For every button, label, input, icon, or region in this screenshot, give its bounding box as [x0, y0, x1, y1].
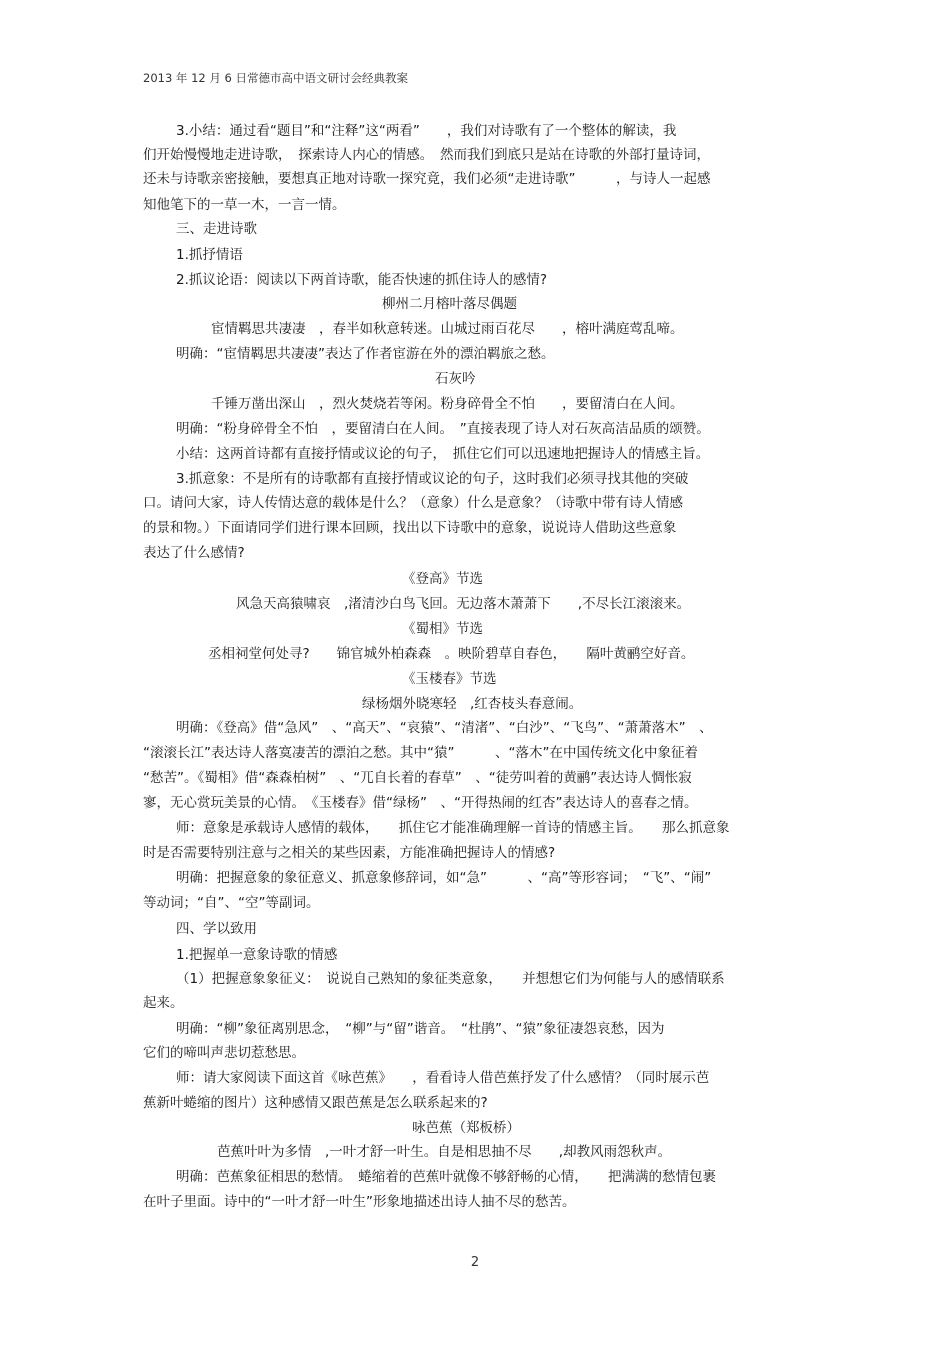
page-number: 2 [470, 1255, 480, 1270]
poem-title: 《登高》节选 [402, 571, 483, 587]
text-line: 它们的啼叫声悲切惹愁思。 [143, 1045, 305, 1061]
text-line: 口。请问大家，诗人传情达意的载体是什么？（意象）什么是意象？（诗歌中带有诗人情感 [143, 495, 683, 511]
text-line: 明确：《登高》借“急风” 、“高天”、“哀猿”、“清渚”、“白沙”、“飞鸟”、“萧萧落木” 、 [176, 720, 713, 736]
text-line: 表达了什么感情? [143, 545, 245, 561]
poem-line: 绿杨烟外晓寒轻 ,红杏枝头春意闹。 [362, 696, 583, 712]
text-line: 明确：“柳”象征离别思念， “柳”与“留”谐音。 “杜鹃”、“猿”象征凄怨哀愁，因为 [176, 1021, 665, 1037]
poem-line: 丞相祠堂何处寻? 锦官城外柏森森 。映阶碧草自春色， 隔叶黄鹂空好音。 [208, 646, 695, 662]
subheading: 1.抓抒情语 [176, 247, 243, 263]
text-line: 明确：“粉身碎骨全不怕 ，要留清白在人间。 ”直接表现了诗人对石灰高洁品质的颂赞。 [176, 421, 710, 437]
page-header: 2013 年 12 月 6 日常德市高中语文研讨会经典教案 [143, 71, 408, 85]
text-line: 3.抓意象：不是所有的诗歌都有直接抒情或议论的句子，这时我们必须寻找其他的突破 [176, 471, 689, 487]
text-line: 还未与诗歌亲密接触，要想真正地对诗歌一探究竟，我们必须“走进诗歌” ，与诗人一起感 [143, 171, 711, 187]
text-line: 起来。 [143, 995, 184, 1011]
text-line: 知他笔下的一草一木，一言一情。 [143, 197, 346, 213]
poem-title: 《蜀相》节选 [402, 621, 483, 637]
poem-title: 柳州二月榕叶落尽偶题 [382, 296, 517, 312]
text-line: （1）把握意象象征义： 说说自己熟知的象征类意象， 并想想它们为何能与人的感情联系 [176, 971, 725, 987]
subheading: 1.把握单一意象诗歌的情感 [176, 947, 338, 963]
poem-line: 芭蕉叶叶为多情 ,一叶才舒一叶生。自是相思抽不尽 ,却教风雨怨秋声。 [217, 1144, 672, 1160]
text-line: 时是否需要特别注意与之相关的某些因素，方能准确把握诗人的情感? [143, 845, 556, 861]
poem-line: 千锤万凿出深山 ，烈火焚烧若等闲。粉身碎骨全不怕 ，要留清白在人间。 [211, 396, 684, 412]
text-line: 蕉新叶蜷缩的图片）这种感情又跟芭蕉是怎么联系起来的? [143, 1095, 488, 1111]
text-line: 们开始慢慢地走进诗歌， 探索诗人内心的情感。 然而我们到底只是站在诗歌的外部打量诗词， [143, 147, 710, 163]
section-heading: 三、走进诗歌 [176, 221, 257, 237]
text-line: “愁苦”。《蜀相》借“森森柏树” 、“兀自长着的春草” 、“徒劳叫着的黄鹂”表达诗人惆怅寂 [143, 770, 692, 786]
poem-title: 咏芭蕉（郑板桥） [412, 1120, 520, 1136]
poem-line: 宦情羁思共凄凄 ，春半如秋意转迷。山城过雨百花尽 ，榕叶满庭莺乱啼。 [211, 321, 684, 337]
text-line: 明确：芭蕉象征相思的愁情。 蜷缩着的芭蕉叶就像不够舒畅的心情， 把满满的愁情包裹 [176, 1169, 716, 1185]
poem-title: 《玉楼春》节选 [402, 671, 497, 687]
text-line: “滚滚长江”表达诗人落寞凄苦的漂泊之愁。其中“猿” 、“落木”在中国传统文化中象征着 [143, 745, 698, 761]
poem-line: 风急天高猿啸哀 ,渚清沙白鸟飞回。无边落木萧萧下 ,不尽长江滚滚来。 [236, 596, 691, 612]
text-line: 寥，无心赏玩美景的心情。 《玉楼春》借“绿杨” 、“开得热闹的红杏”表达诗人的喜春之情。 [143, 795, 698, 811]
poem-title: 石灰吟 [435, 371, 476, 387]
text-line: 师：意象是承载诗人感情的载体， 抓住它才能准确理解一首诗的情感主旨。 那么抓意象 [176, 820, 730, 836]
text-line: 师：请大家阅读下面这首《咏芭蕉》 ，看看诗人借芭蕉抒发了什么感情？（同时展示芭 [176, 1070, 710, 1086]
text-line: 的景和物。）下面请同学们进行课本回顾，找出以下诗歌中的意象，说说诗人借助这些意象 [143, 520, 677, 536]
text-line: 明确：把握意象的象征意义、抓意象修辞词，如“急” 、“高”等形容词； “飞”、“闹” [176, 870, 712, 886]
text-line: 3.小结：通过看“题目”和“注释”这“两看” ，我们对诗歌有了一个整体的解读，我 [176, 123, 677, 139]
text-line: 等动词；“自”、“空”等副词。 [143, 895, 320, 911]
text-line: 明确：“宦情羁思共凄凄”表达了作者宦游在外的漂泊羁旅之愁。 [176, 346, 555, 362]
text-line: 在叶子里面。诗中的“一叶才舒一叶生”形象地描述出诗人抽不尽的愁苦。 [143, 1194, 576, 1210]
subheading: 2.抓议论语：阅读以下两首诗歌，能否快速的抓住诗人的感情? [176, 272, 548, 288]
section-heading: 四、学以致用 [176, 921, 257, 937]
text-line: 小结：这两首诗都有直接抒情或议论的句子， 抓住它们可以迅速地把握诗人的情感主旨。 [176, 446, 710, 462]
